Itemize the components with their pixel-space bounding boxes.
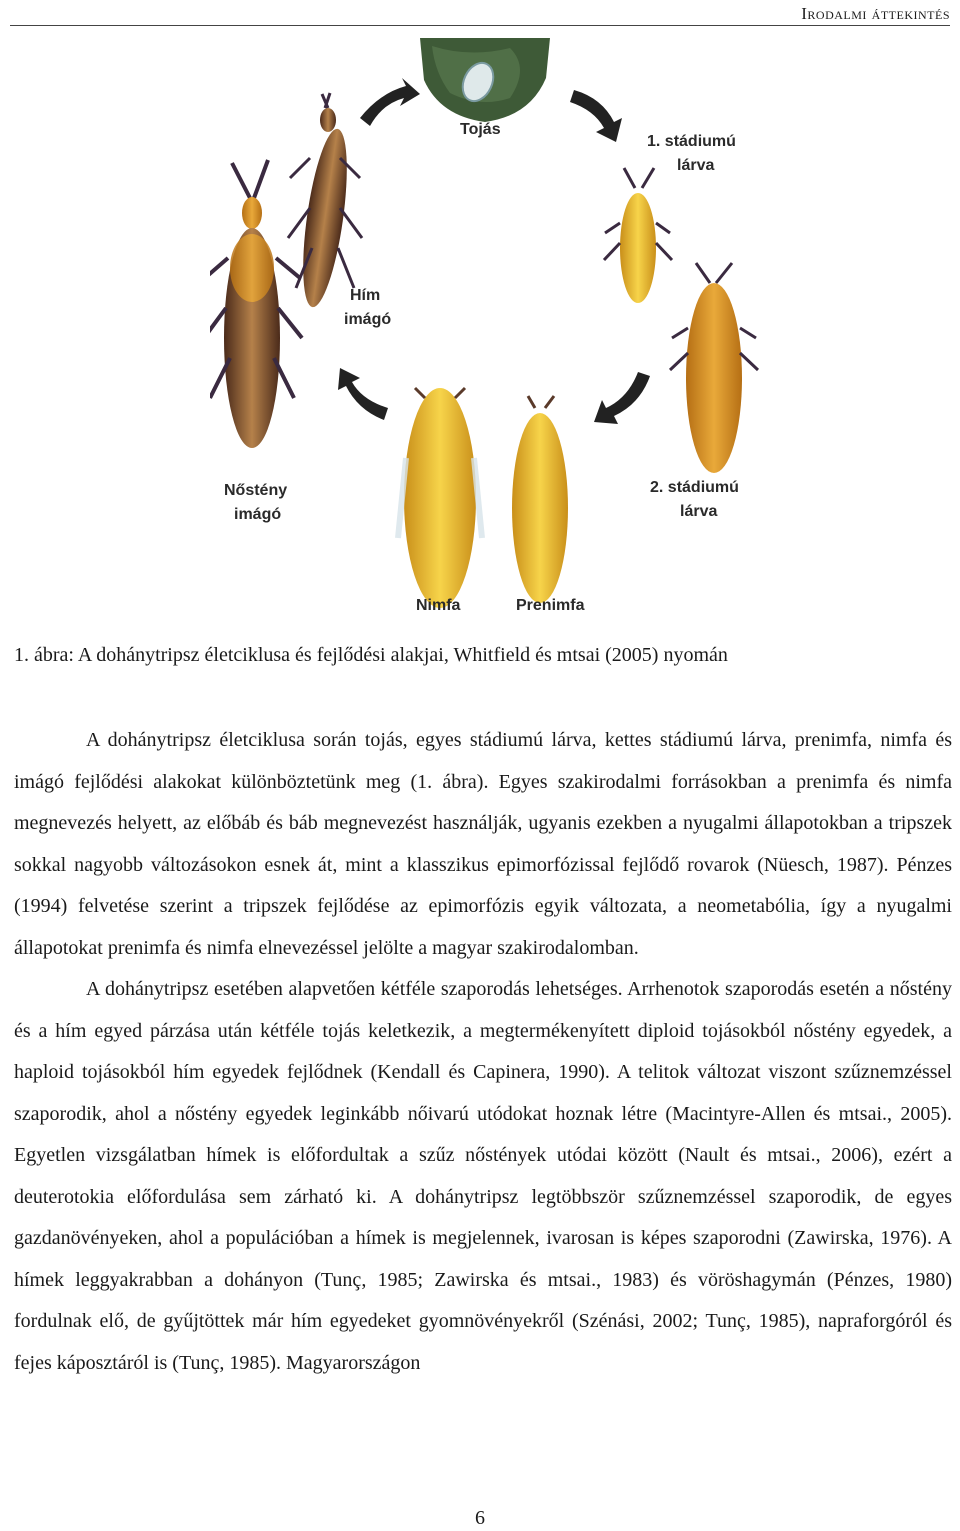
paragraph: A dohánytripsz esetében alapvetően kétféle szaporodás lehetséges. Arrhenotok szaporodás esetén a nőstény és a hím egyed párzása után kétféle tojás keletkezik, a megtermékenyített diploid tojásokból nőstény egyedek, a haploid tojásokból hím egyedek fejlődnek (Kendall és Capinera, 1990). A telitok változat viszont szűznemzéssel szaporodik, ahol a nőstény egyedek leginkább nőivarú utódokat hoznak létre (Macintyre-Allen és mtsai., 2005). Egyetlen vizsgálatban hímek is előfordultak a szűz nőstények utódai között (Nault és mtsai., 2006), ezért a deuterotokia előfordulása sem zárható ki. A dohánytripsz legtöbbször szűznemzéssel szaporodik, de egyes gazdanövényeken, ahol a populációban a hímek is megjelennek, ivarosan is képes szaporodni (Zawirska, 1976). A hímek leggyakrabban a dohányon (Tunç, 1985; Zawirska és mtsai., 1983) és vöröshagymán (Pénzes, 1980) fordulnak elő, de gyűjtöttek már hím egyedeket gyomnövényekről (Szénási, 2002; Tunç, 1985), napraforgóról és fejes káposztáról is (Tunç, 1985). Magyarországon: [14, 978, 952, 1374]
label-female-line2: imágó: [234, 506, 282, 523]
label-pupa: Nimfa: [416, 597, 461, 614]
figure-caption: 1. ábra: A dohánytripsz életciklusa és fejlődési alakjai, Whitfield és mtsai (2005) nyomán: [14, 644, 728, 666]
label-larva2-line1: 2. stádiumú: [650, 479, 739, 496]
egg-image: [420, 38, 550, 122]
label-egg: Tojás: [460, 121, 501, 138]
paragraph: A dohánytripsz életciklusa során tojás, egyes stádiumú lárva, kettes stádiumú lárva, prenimfa, nimfa és imágó fejlődési alakokat különböztetünk meg (1. ábra). Egyes szakirodalmi forrásokban a prenimfa és nimfa megnevezés helyett, az előbáb és báb megnevezést használják, ugyanis ezekben a nyugalmi állapotokban a tripszek sokkal nagyobb változásokon esnek át, mint a klasszikus epimorfózissal fejlődő rovarok (Nüesch, 1987). Pénzes (1994) felvetése szerint a tripszek fejlődése az epimorfózis egyik változata, a neometabólia, így a nyugalmi állapotokat prenimfa és nimfa elnevezéssel jelölte a magyar szakirodalomban.: [14, 729, 952, 959]
second-instar-larva: [670, 263, 758, 473]
prepupa-thrips: [512, 396, 568, 603]
body-text: [14, 720, 952, 1384]
pupa-thrips: [398, 388, 482, 608]
label-female-line1: Nőstény: [224, 482, 288, 499]
life-cycle-figure: [210, 38, 770, 628]
label-larva1-line1: 1. stádiumú: [647, 133, 736, 150]
label-larva1-line2: lárva: [677, 157, 715, 174]
page-number: 6: [475, 1507, 485, 1529]
label-male-line2: imágó: [344, 311, 392, 328]
female-adult-thrips: [210, 160, 302, 448]
first-instar-larva: [604, 168, 672, 303]
label-male-line1: Hím: [350, 287, 381, 304]
header-rule: [10, 25, 950, 26]
running-head: Irodalmi áttekintés: [801, 4, 950, 23]
label-prepupa: Prenimfa: [516, 597, 585, 614]
label-larva2-line2: lárva: [680, 503, 718, 520]
